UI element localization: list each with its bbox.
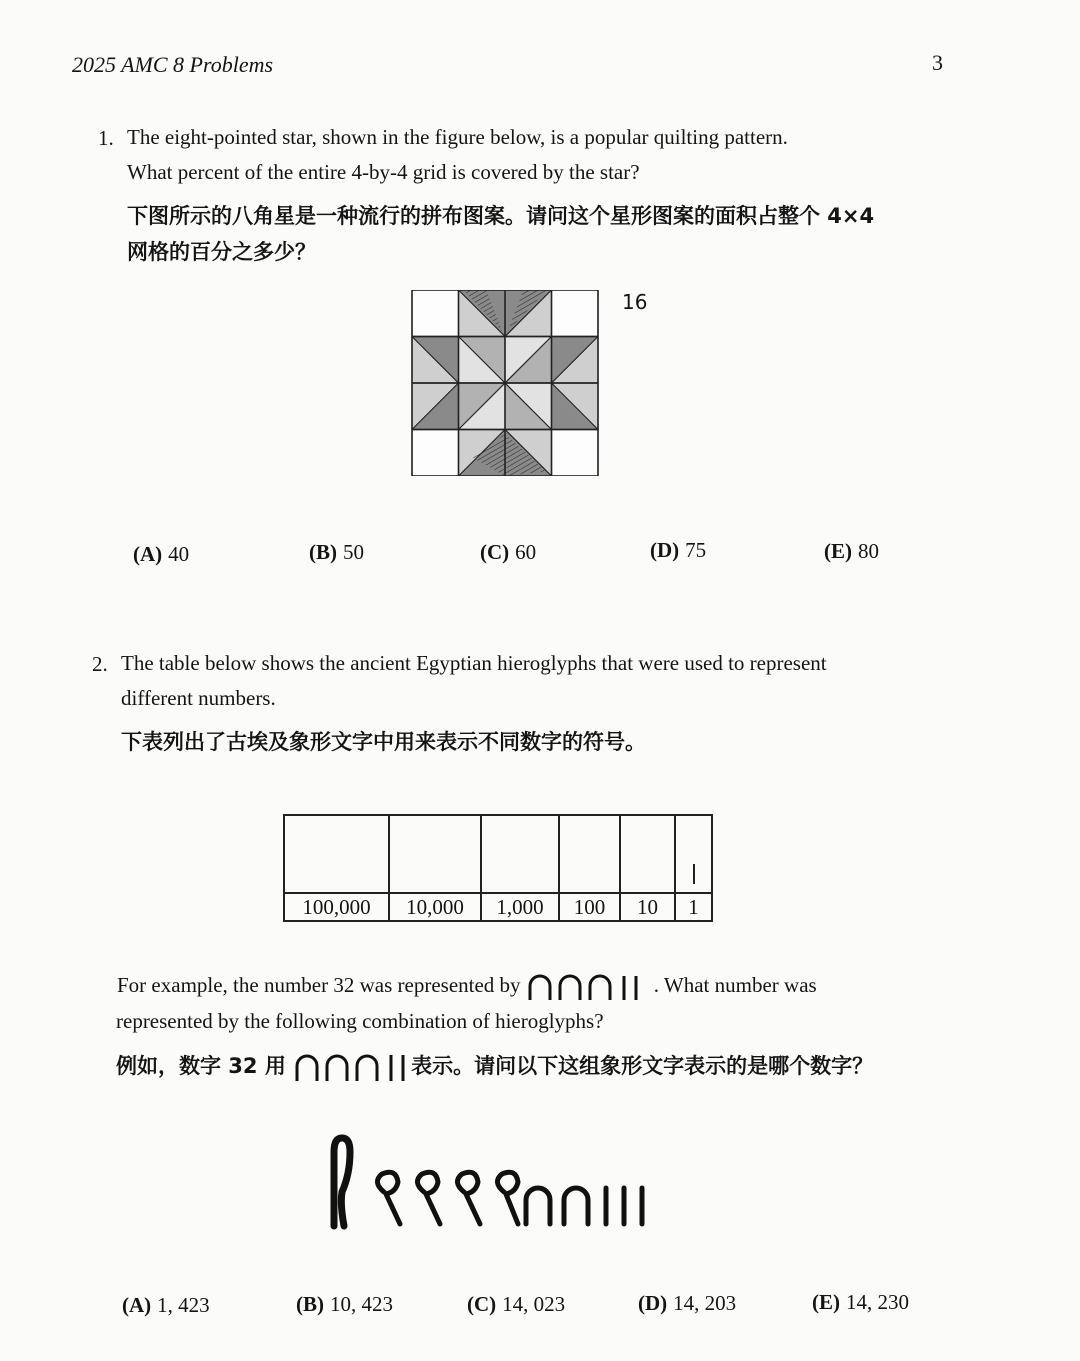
table-value-cell: 10 [620, 893, 675, 921]
glyph-cell-10 [620, 815, 675, 893]
table-value-cell: 100,000 [284, 893, 389, 921]
problem1-text-zh-line2: 网格的百分之多少？ [127, 240, 316, 264]
hieroglyph-32-icon [293, 1051, 411, 1083]
page-header-title: 2025 AMC 8 Problems [72, 52, 274, 77]
hieroglyph-table [283, 814, 713, 922]
problem1-text-en-line2: What percent of the entire 4-by-4 grid is covered by the star? [127, 160, 640, 184]
glyph-cell-100000 [284, 815, 389, 893]
stroke-glyph-icon [689, 862, 699, 886]
glyph-cell-1000 [481, 815, 559, 893]
problem2-example-en-line1: For example, the number 32 was represented by . What number was [117, 968, 817, 1003]
glyph-cell-100 [559, 815, 620, 893]
page-number: 3 [932, 50, 943, 75]
eight-pointed-star-figure [411, 290, 599, 476]
problem2-choice-c[interactable]: (C) 14, 023 [467, 1292, 566, 1316]
problem1-choice-a[interactable]: (A) 40 [133, 542, 190, 566]
table-value-cell: 1,000 [481, 893, 559, 921]
hieroglyph-combination-figure [322, 1134, 667, 1230]
problem1-text-zh-line1: 下图所示的八角星是一种流行的拼布图案。请问这个星形图案的面积占整个 4×4 [127, 204, 875, 228]
problem2-number: 2. [92, 652, 108, 676]
problem2-choice-a[interactable]: (A) 1, 423 [122, 1293, 210, 1317]
glyph-cell-1 [675, 815, 712, 893]
problem2-example-en-line2: represented by the following combination of hieroglyphs? [116, 1009, 604, 1033]
problem2-example-zh: 例如，数字 32 用 表示。请问以下这组象形文字表示的是哪个数字？ [116, 1048, 873, 1084]
glyph-cell-10000 [389, 815, 481, 893]
problem1-choice-e[interactable]: (E) 80 [824, 539, 879, 563]
table-value-cell: 10,000 [389, 893, 481, 921]
problem1-number: 1. [98, 126, 114, 150]
problem2-choice-d[interactable]: (D) 14, 203 [638, 1291, 737, 1315]
table-value-cell: 100 [559, 893, 620, 921]
problem2-choice-b[interactable]: (B) 10, 423 [296, 1292, 393, 1316]
problem1-choice-b[interactable]: (B) 50 [309, 540, 364, 564]
problem1-choice-d[interactable]: (D) 75 [650, 538, 707, 562]
problem2-text-zh: 下表列出了古埃及象形文字中用来表示不同数字的符号。 [121, 730, 646, 754]
handwritten-note: 16 [622, 290, 648, 314]
table-value-cell: 1 [675, 893, 712, 921]
problem1-choice-c[interactable]: (C) 60 [480, 540, 537, 564]
hieroglyph-32-icon [526, 972, 654, 1002]
problem2-text-en-line1: The table below shows the ancient Egyptian hieroglyphs that were used to represent [121, 651, 827, 675]
problem2-text-en-line2: different numbers. [121, 686, 276, 710]
problem1-text-en-line1: The eight-pointed star, shown in the figure below, is a popular quilting pattern. [127, 125, 788, 149]
problem2-choice-e[interactable]: (E) 14, 230 [812, 1290, 909, 1314]
